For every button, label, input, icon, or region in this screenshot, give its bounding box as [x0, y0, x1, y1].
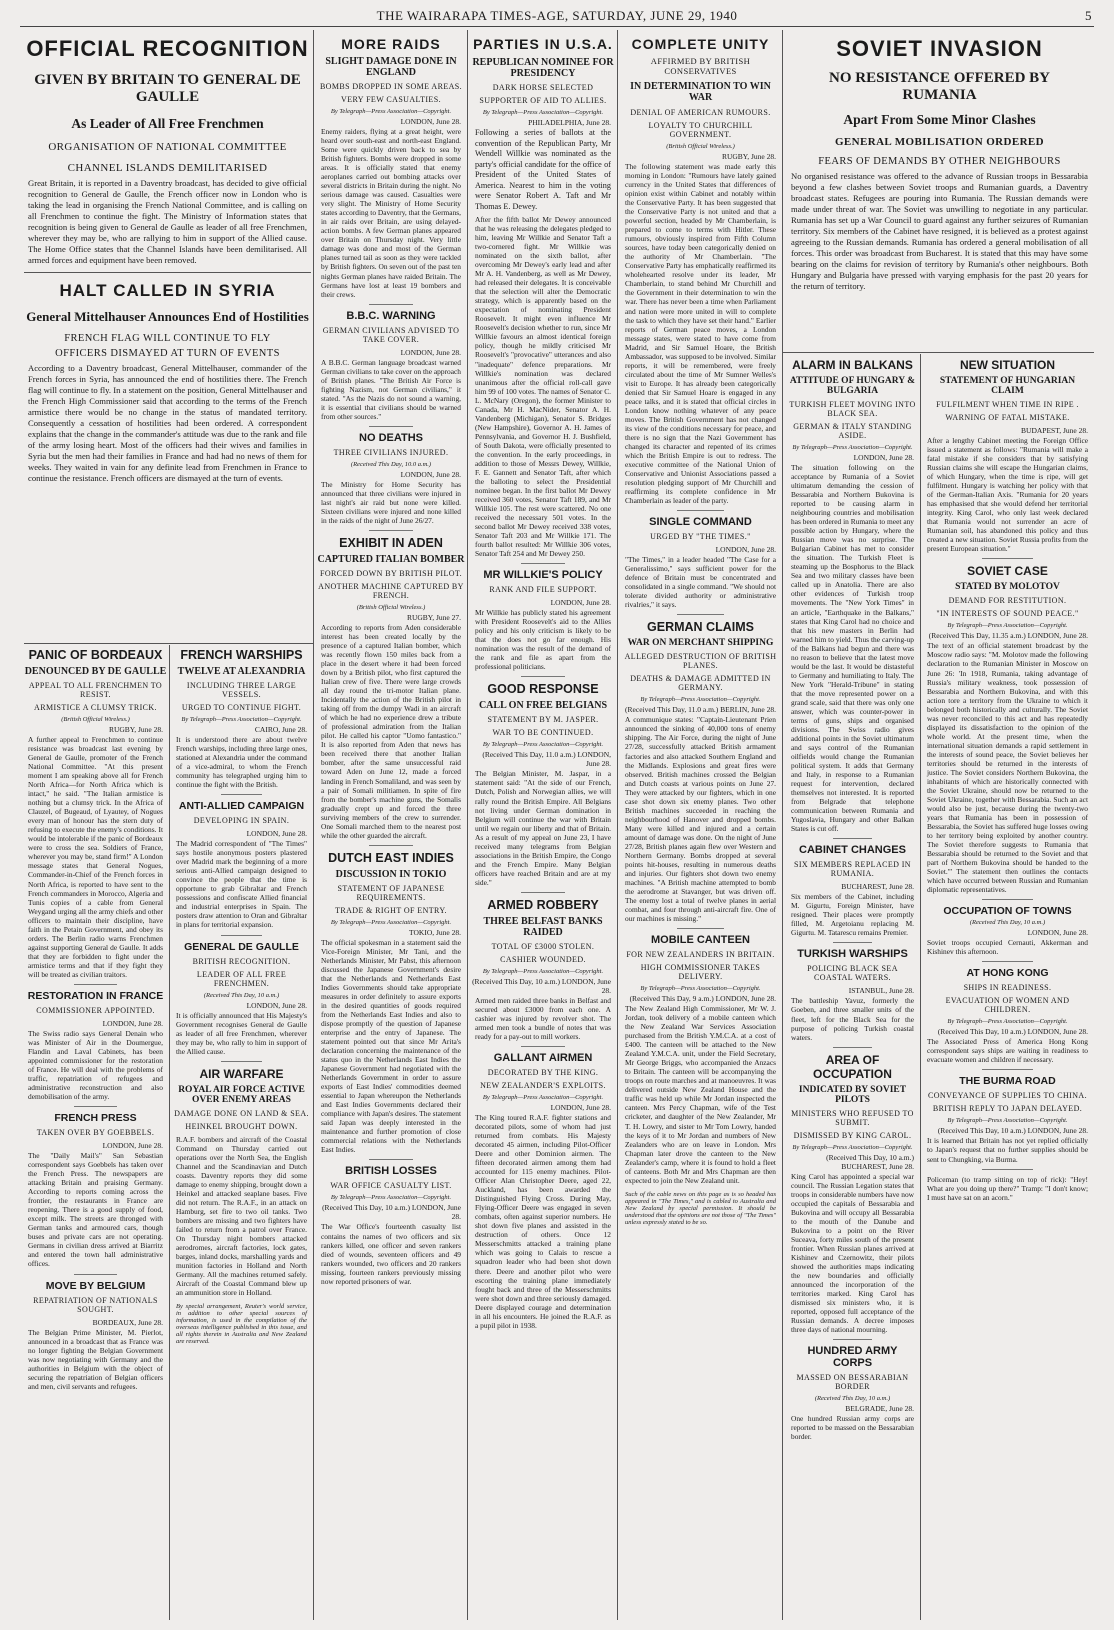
section-rule [24, 272, 311, 273]
divider [74, 984, 117, 985]
deck: As Leader of All Free Frenchmen [71, 116, 264, 131]
article-body: Armed men raided three banks in Belfast and secured about £3000 from each one. A cashier was injured by revolver shot. The armed men took a bundle of notes that was ready for a pay-out to mill workers. [475, 995, 611, 1041]
divider [521, 676, 564, 677]
deck: SUPPORTER OF AID TO ALLIES. [479, 96, 607, 105]
dateline: RUGBY, June 28. [108, 725, 163, 734]
headline: AIR WARFARE [199, 1066, 284, 1081]
headline: SOVIET CASE [967, 564, 1048, 579]
deck: DENIAL OF AMERICAN RUMOURS. [630, 108, 771, 117]
dateline: LONDON, June 28. [1027, 928, 1088, 938]
deck: SIX MEMBERS REPLACED IN RUMANIA. [794, 860, 911, 879]
dateline: PHILADELPHIA, June 28. [528, 118, 611, 127]
dateline: LONDON, June 28. [853, 453, 914, 462]
headline: MOVE BY BELGIUM [45, 1279, 146, 1292]
dateline: (Received This Day, 10 a.m.) LONDON, June 28. [472, 976, 611, 995]
deck: ANOTHER MACHINE CAPTURED BY FRENCH. [318, 581, 464, 600]
deck: CASHIER WOUNDED. [500, 954, 586, 964]
deck: SLIGHT DAMAGE DONE IN ENGLAND [325, 56, 457, 78]
deck: HIGH COMMISSIONER TAKES DELIVERY. [640, 963, 761, 982]
deck: BRITISH RECOGNITION. [192, 956, 291, 966]
divider [833, 1047, 872, 1048]
credit-line: (Received This Day, 10 a.m.) [203, 991, 280, 999]
article-body: The following statement was made early this morning in London: "Rumours have lately gained currency in the United States that differences of opinion exist within Cabinet and notably within the Conservative Party. It has been suggested that the Conservative Party is not united and that a powerful section, headed by Mr Chamberlain, is prepared to come to terms with Hitler. These rumours, obviously inspired from Fifth Column sources, have today been categorically denied on the authority of Mr Chamberlain. "The Conservative Party has emphatically reaffirmed its wholehearted resolve under its leader, Mr Chamberlain, to stand behind Mr Churchill and the Government in their determination to win the war. There has never been a time when Parliament and nation were more united in will to complete the task to which they have set their hand." Earlier reports of German peace moves, a London message states, were stated to have come from Madrid, and Sir Samuel Hoare, the British Ambassador, was supposed to be involved. Similar reports, it will be remembered, were freely circulated about the time of Mr Sumner Welles's visit to Europe. It has already been categorically denied that Sir Samuel Hoare is engaged in any peace talks, and it is stated that official circles in London know nothing whatever of any peace moves. The British Government has not changed its view of the conditions necessary for peace, and there is no sign that the Nazi Government has changed its character and repented of its crimes which the British Empire is out to redress. The executive committee of the National Union of Conservative and Unionist Associations passed a resolution pledging support of Mr Churchill and reaffirming its complete confidence in Mr Chamberlain as leader of the party. [625, 162, 776, 506]
divider [677, 928, 725, 929]
dateline: LONDON, June 28. [246, 829, 307, 839]
deck: WAR OFFICE CASUALTY LIST. [330, 1181, 452, 1191]
article-body: It is officially announced that His Majesty's Government recognises General de Gaulle as leader of all free Frenchmen, wherever they may be, who rally to him in support of the Allied cause. [176, 1010, 307, 1056]
column-4 [621, 36, 780, 1620]
divider [221, 935, 263, 936]
deck: OFFICERS DISMAYED AT TURN OF EVENTS [55, 348, 280, 359]
credit-line: (British Official Wireless.) [356, 603, 426, 611]
divider [833, 942, 872, 943]
reuters-footnote: By special arrangement, Reuter's world service, in addition to other special sources of information, is used in the compilation of the overseas intelligence published in this issue, and all rights therein in Australia and New Zealand are reserved. [176, 1303, 307, 1346]
article-body: R.A.F. bombers and aircraft of the Coastal Command on Thursday carried out operations over the North Sea, the English Channel and the Scandinavian and Dutch coasts. Daventry reports they did some damage to enemy shipping, brought down a Heinkel and attacked seaplane bases. Five did not return. The R.A.F., in an attack on Hamburg, set fire to two oil tanks. Two bombers are missing and two fighters have failed to return from a patrol over France. On Thursday night bombers attacked aerodromes, aircraft factories, lock gates, barges, inland docks, marshalling yards and munition factories in Holland and North Germany. All the machines returned safely. Aircraft of the Coastal Command blew up an ammunition store in Holland. [176, 1134, 307, 1298]
deck: URGED BY "THE TIMES." [650, 532, 751, 542]
divider [982, 558, 1033, 559]
credit-line: By Telegraph—Press Association—Copyright. [947, 1117, 1068, 1125]
deck: General Mittelhauser Announces End of Hostilities [26, 309, 309, 324]
column-5b [923, 358, 1092, 1620]
dateline: TOKIO, June 28. [409, 927, 461, 937]
article-body: Enemy raiders, flying at a great height, were heard over south-east and north-east England. Some were quickly driven back to sea by British fighters. Bombs were dropped in some areas. It is officially stated that enemy aeroplanes carried out bombing attacks over several districts in Britain during the night. No serious damage was caused. Casualties were very slight. The Ministry of Home Security states according to Daventry, that the Germans, in air raids over Britain, are using delayed-action bombs. A few German planes appeared over Britain on Thursday night. Very little damage was done and most of the German planes turned tail as soon as they were tackled by British fighters. On seven out of the past ten nights German planes have raided Britain. The Germans have lost at least 19 bombers and their crews. [321, 127, 461, 299]
headline: OFFICIAL RECOGNITION [26, 36, 309, 61]
article-body: The War Office's fourteenth casualty list contains the names of two officers and six rankers killed, one officer and seven rankers died of wounds, seventeen officers and 49 rankers wounded, two officers and 20 rankers missing, fourteen rankers previously missing now reported prisoners of war. [321, 1222, 461, 1286]
deck: DISCUSSION IN TOKIO [335, 868, 447, 880]
deck: IN DETERMINATION TO WIN WAR [630, 81, 771, 103]
deck: ARMISTICE A CLUMSY TRICK. [34, 703, 157, 712]
deck: STATEMENT OF HUNGARIAN CLAIM [939, 376, 1076, 396]
column-rule [467, 30, 468, 1620]
dateline: ISTANBUL, June 28. [848, 986, 914, 996]
deck: SHIPS IN READINESS. [963, 983, 1052, 993]
deck: DISMISSED BY KING CAROL. [793, 1130, 912, 1140]
column-1b [172, 648, 311, 1620]
dateline: LONDON, June 28. [246, 1000, 307, 1010]
article-body: The text of an official statement broadcast by the Moscow radio says: "M. Molotov made the following declaration to the Rumanian Minister in Moscow on June 26: 'In 1918, Rumania, taking advantage of Russia's military weakness, took possession of Bessarabia and Northern Bukovina, and with this action tore a territory from the Ukraine to which it belonged both historically and culturally. The Soviet was never reconciled to this act and has repeatedly displayed its dissatisfaction to the opinion of the whole world. At the present time, when the international situation demands a rapid settlement in the interests of sound peace, the Soviet believes her territories should be returned in the interests of justice. The Soviet considers Northern Bukovina, the inhabitants of which are historically connected with the Soviet Ukraine, should now be returned to the Soviet Ukraine, together with Bessarabia. Such an act would also be just, because during the twenty-two years that Rumania has been in possession of Bessarabia, the Soviet has suffered huge losses owing to her territory being exploited by another country. The Soviet therefore suggests to Rumania that Bessarabia should be returned to the Soviet and that part of Northern Bukovina should be handed to the Soviet.'" The statement then outlines the contacts which have occurred between Russian and Rumanian diplomatic representatives. [927, 641, 1088, 895]
article-body: The New Zealand High Commissioner, Mr W. J. Jordan, took delivery of a mobile canteen which the New Zealand War Services Association purchased from the British Y.M.C.A. at a cost of £400. The canteen will be attached to the New Zealand Y.M.C.A. unit, under the Field Secretary, Mr George Briggs, who accompanied the Anzacs to Britain. The canteen will be accompanying the troops on route marches and at manoeuvres. It was delivered outside New Zealand House and the traffic was held up while Mr Jordan inspected the canteen. Mrs Percy Chapman, wife of the Test cricketer, and daughter of the New Zealander, Mr T. H. Lowry, and sister to Mr Tom Lowry, handed the keys of it to Mr Jordan and numbers of New Zealanders who are on leave in London. Mrs Chapman later drove the canteen to the New Zealander's camp, where it is found to hold a fleet of canteens. Both Mr and Mrs Chapman are then expected to join the New Zealand unit. [625, 1004, 776, 1185]
column-rule [782, 30, 783, 1620]
dateline: BUDAPEST, June 28. [1021, 426, 1088, 435]
dateline: LONDON, June 28. [715, 545, 776, 555]
credit-line: By Telegraph—Press Association—Copyright. [792, 444, 913, 451]
headline: MOBILE CANTEEN [651, 934, 750, 947]
credit-line: By Telegraph—Press Association—Copyright. [482, 967, 604, 975]
divider [369, 304, 413, 305]
headline: TURKISH WARSHIPS [797, 948, 908, 961]
headline: GALLANT AIRMEN [493, 1051, 593, 1064]
deck: HEINKEL BROUGHT DOWN. [185, 1121, 298, 1131]
credit-line: (Received This Day, 10 a.m.) [814, 1395, 891, 1403]
article-body: The Madrid correspondent of "The Times" says hostile anonymous posters plastered over Madrid mark the beginning of a more serious anti-Allied campaign designed to convince the people that the time is opportune to grab Gibraltar and French possessions and confiscate Allied financial and industrial enterprises in Spain. The posters draw attention to Oran and Gibraltar in plans for territorial expansion. [176, 839, 307, 930]
deck: URGED TO CONTINUE FIGHT. [181, 703, 302, 712]
headline: MORE RAIDS [341, 36, 441, 52]
article-body: Soviet troops occupied Cernauti, Akkerman and Kishinev this afternoon. [927, 938, 1088, 957]
headline: NEW SITUATION [959, 358, 1056, 372]
credit-line: By Telegraph—Press Association—Copyright. [330, 918, 452, 926]
headline: AREA OF OCCUPATION [813, 1052, 892, 1081]
headline: HUNDRED ARMY CORPS [807, 1345, 898, 1370]
deck: DEVELOPING IN SPAIN. [193, 816, 290, 826]
dateline: LONDON, June 28. [102, 1141, 163, 1151]
deck: STATEMENT OF JAPANESE REQUIREMENTS. [337, 883, 445, 902]
article-body: The Belgian Prime Minister, M. Pierlot, announced in a broadcast that as France was no longer fighting the Belgian Government was now negotiating with Germany and the authorities in Belgium with the object of securing the repatriation of Belgian officers and men, civil servants and refugees. [28, 1327, 163, 1391]
article-body: Following a series of ballots at the convention of the Republican Party, Mr Wendell Willkie was nominated as the party's official candidate for the office of President of the United States of America. Nearest to him in the voting were Senator Robert A. Taft and Mr Thomas E. Dewey. [475, 128, 611, 211]
article-body: One hundred Russian army corps are reported to be massed on the Bessarabian border. [791, 1414, 914, 1442]
dateline: LONDON, June 28. [550, 598, 611, 608]
article-body: A B.B.C. German language broadcast warned German civilians to take cover on the approach of British planes. "The British Air Force is fighting Nazism, not German civilians," it stated. "As the Nazis do not sound a warning, it is essential that civilians should be warned from other sources." [321, 357, 461, 421]
headline: GENERAL DE GAULLE [184, 940, 299, 953]
article-body: The Belgian Minister, M. Jaspar, in a statement said: "At the side of our French, Dutch, Polish and Norwegian allies, we will rally round the British Empire. All Belgians not living under German domination in Belgium will continue the war with Britain until we regain our liberty and that of Britain. As a result of my appeal on June 23, I have received many telegrams from Belgian associations in the British Empire, the Congo and the French Empire. Many Belgian officers have reached Britain and are at my side." [475, 769, 611, 887]
deck: TWELVE AT ALEXANDRIA [177, 666, 306, 677]
credit-line: By Telegraph—Press Association—Copyright. [482, 1093, 604, 1101]
masthead-title: THE WAIRARAPA TIMES-AGE, SATURDAY, JUNE 29, 1940 [376, 8, 738, 23]
headline: RESTORATION IN FRANCE [27, 989, 164, 1002]
article-body: The battleship Yavuz, formerly the Goeben, and three smaller units of the fleet, left for the Black Sea for the purpose of policing Turkish coastal waters. [791, 996, 914, 1042]
deck: TAKEN OVER BY GOEBBELS. [36, 1128, 155, 1138]
dateline: RUGBY, June 27. [406, 612, 461, 622]
divider [74, 1106, 117, 1107]
dateline: LONDON, June 28. [102, 1018, 163, 1028]
headline: NO DEATHS [359, 431, 423, 444]
headline: CABINET CHANGES [799, 844, 906, 857]
divider [677, 614, 725, 615]
article-body: It is understood there are about twelve French warships, including three large ones, stationed at Alexandria under the command of a vice-admiral, to whom the French community has telegraphed urging him to continue the fight with the British. [176, 735, 307, 790]
headline: DUTCH EAST INDIES [328, 850, 454, 865]
column-rule [169, 645, 170, 1620]
divider [369, 1159, 413, 1160]
dateline: (Received This Day, 11.35 a.m.) LONDON, June 28. [928, 631, 1088, 641]
deck: DECORATED BY THE KING. [487, 1067, 599, 1077]
divider [369, 530, 413, 531]
article-body: After a lengthy Cabinet meeting the Foreign Office issued a statement as follows: "Rumania will make a fatal mistake if she considers that by satisfying Russian claims she will escape the Hungarian claims, of which Hungary, when the time is ripe, will get fulfilment. Hungary is watching her policy with that of the German-Italian Axis. "Rumania for 20 years has emphasised that she would defend her territorial integrity. King Carol, who only last week declared that Rumania would not surrender an acre of Rumanian soil, has abandoned this policy and thus created a new situation. Soviet Russia profits from the present European situation." [927, 436, 1088, 554]
deck: AFFIRMED BY BRITISH CONSERVATIVES [650, 56, 751, 76]
deck: GERMAN & ITALY STANDING ASIDE. [793, 422, 912, 440]
credit-line: By Telegraph—Press Association—Copyright. [482, 741, 604, 749]
headline: OCCUPATION OF TOWNS [943, 905, 1072, 918]
dateline: (Received This Day, 10 a.m.) LONDON, June 28. [937, 1126, 1088, 1136]
deck: BOMBS DROPPED IN SOME AREAS. [319, 82, 463, 91]
article-body: The Swiss radio says General Denain who was Minister of Air in the Doumergue, Flandin and Laval Cabinets, has been appointed commissioner for the restoration of France. He will deal with the problems of traffic, repatriation of refugees and administrative reconstruction and also demobilisation of the army. [28, 1028, 163, 1102]
deck: TRADE & RIGHT OF ENTRY. [335, 905, 447, 915]
dateline: (Received This Day, 10 a.m.) LONDON, June 28. [937, 1027, 1088, 1037]
deck: EVACUATION OF WOMEN AND CHILDREN. [945, 996, 1070, 1015]
deck: THREE BELFAST BANKS RAIDED [483, 915, 603, 938]
deck: FORCED DOWN BY BRITISH PILOT. [319, 568, 463, 578]
divider [982, 961, 1033, 962]
deck: WARNING OF FATAL MISTAKE. [945, 413, 1070, 422]
deck: APPEAL TO ALL FRENCHMEN TO RESIST. [28, 681, 163, 699]
article-body: The situation following on the acceptance by Rumania of a Soviet ultimatum demanding the cession of Bessarabia and Northern Bukovina is reported to be causing alarm in neighbouring countries and mobilisation has been ordered in Rumania to meet any possible action by Hungary, where the Russian move was no surprise. The Bulgarian Cabinet has met to consider the situation. The Turkish Fleet is steaming up the Bosphorus to the Black Sea and two military classes have been called up in Anatolia. There are also other evidences of Turkish troop movements. The "New York Times" in an article, "Earthquake in the Balkans," states that King Carol had no choice and that his new masters in Berlin had warned him to yield. Thus the carving-up of the Balkans had begun and there was no reason to believe that the latest move would be the last. It would be distasteful to Germany and humiliating to Italy. The New York "Herald-Tribune" in stating that the move represented power on a grand scale, said that there was only one answer, which was counter-power in terms of guns, ships and organised divisions. The Swiss radio gives additional points in the Soviet ultimatum and says control of the Rumanian oilfields would change the Rumanian political system. It adds that Germany and Italy, in response to a Rumanian request for intervention, declared themselves not interested. It is reported from Belgrade that telephone communication between Rumania and Yugoslavia, Hungary and other Balkan States is cut off. [791, 463, 914, 834]
headline: PANIC OF BORDEAUX [28, 648, 163, 662]
article-body: According to reports from Aden considerable interest has been created locally by the presence of a captured Italian bomber, which was recently flown 150 miles back from a place in the desert where it had been forced down by a British pilot, who first captured the Italian crew of five. There were large crowds all day round the tri-motor Italian plane. Incidentally the action of the British pilot in taking off from the dumpy Wadi in an aircraft of which he had no experience drew a tribute of professional admiration from the Italian pilot. He called his captor "Uomo fantastico." It is also reported from Aden that news has been received there that another Italian bomber, after the same unsuccessful raid toward Aden on June 12, made a forced landing in French Somaliland, and was seen by a pair of Somali militiamen. In spite of fire from the bomber's machine guns, the Somalis gradually crept up and forced the three surviving members of the crew to surrender. One Somali marched them to the nearest post while the other guarded the aircraft. [321, 622, 461, 840]
divider [521, 563, 564, 564]
dateline: LONDON, June 28. [400, 347, 461, 357]
deck: CALL ON FREE BELGIANS [478, 700, 608, 712]
headline: FRENCH WARSHIPS [180, 648, 303, 662]
divider [521, 892, 564, 893]
deck: LEADER OF ALL FREE FRENCHMEN. [196, 969, 287, 988]
deck: FRENCH FLAG WILL CONTINUE TO FLY [64, 333, 271, 344]
headline: PARTIES IN U.S.A. [473, 36, 613, 52]
column-rule [313, 30, 314, 1620]
deck: POLICING BLACK SEA COASTAL WATERS. [807, 964, 898, 983]
article-body: The "Daily Mail's" San Sebastian correspondent says Goebbels has taken over the French Press. The newspapers are attacking Britain and praising Germany. According to reports coming across the frontier, the restaurants in France are reopening. There is a good supply of food, except milk. The streets are thronged with German tanks and armoured cars, though buses and private cars are not operating. Germans in civilian dress arrived at Biarritz and entered the town hall administrative offices. [28, 1151, 163, 1269]
article-body: Great Britain, it is reported in a Daventry broadcast, has decided to give official recognition to General de Gaulle, the French officer now in London who is taking the lead in organising the French National Committee, and is calling on all Frenchmen to continue the fight. The Ministry of Information states that recognition is being given to General de Gaulle as leader of all free Frenchmen, wherever they may be, who are rallying to him in support of the Allied cause. The Home Office states that the Channel Islands have been demilitarised. All armed forces and equipment have been removed. [28, 178, 307, 265]
credit-line: By Telegraph—Press Association—Copyright. [640, 696, 761, 704]
deck: ROYAL AIR FORCE ACTIVE OVER ENEMY AREAS [178, 1084, 305, 1105]
article-body: It is learned that Britain has not yet replied officially to Japan's request that no further supplies should be sent to Chungking, via Burma. [927, 1136, 1088, 1164]
divider [677, 510, 725, 511]
divider [369, 426, 413, 427]
credit-line: By Telegraph—Press Association—Copyright. [330, 1194, 452, 1202]
dateline: (Received This Day, 11.0 a.m.) LONDON, June 28. [482, 750, 611, 769]
deck: DARK HORSE SELECTED [492, 83, 594, 92]
headline: BRITISH LOSSES [345, 1165, 437, 1178]
masthead [20, 6, 1094, 27]
divider [74, 1274, 117, 1275]
section-rule [783, 352, 1094, 353]
dateline: LONDON, June 28. [400, 117, 461, 126]
dateline: LONDON, June 28. [400, 469, 461, 479]
deck: WAR TO BE CONTINUED. [492, 728, 594, 738]
deck: COMMISSIONER APPOINTED. [36, 1005, 155, 1015]
article-body: Mr Willkie has publicly stated his agreement with President Roosevelt's aid to the Allies policy and his only criticism is likely to be that the does not go far enough. His nomination was the result of the demand of the rank and file as apart from the professional politicians. [475, 608, 611, 672]
dateline: BUCHAREST, June 28. [841, 882, 914, 892]
deck: CAPTURED ITALIAN BOMBER [317, 553, 465, 565]
divider [833, 1339, 872, 1340]
article-body: After the fifth ballot Mr Dewey announced that he was releasing the delegates pledged to him, leaving Mr Willkie and Senator Taft a two-cornered fight. Mr Willkie was nominated on the sixth ballot, after overcoming Mr Dewey's early lead and after Mr A. H. Vandenberg, as well as Mr Dewey, had released their delegates. It is conceivable that the selection will alter the Democratic strategy, which is apparently based on the expectation of nominating President Roosevelt. It might even influence Mr Roosevelt's decision whether to run, since Mr Willkie favours an almost identical foreign policy, though he mildly criticised Mr Roosevelt's "provocative" utterances and also "inadequate" defence preparations. Mr Willkie's nomination was declared unanimous after the official roll-call gave him 99 of 100 votes. The names of Senator C. L. McNary (Oregon), the former Minister to Canada, Mr H. MacNider, Senator A. H. Vandenberg (Michigan), Senator S. Bridges (New Hampshire), Governor A. H. James of Pennsylvania, and Governor H. J. Bushfield, of South Dakota, were officially presented to the convention. In the early proceedings, in addition to those of Messrs Dewey, Willkie, F. E. Gannett and Senator Taft, after which the balloting to select the Presidential nominee began. In the first ballot Mr Dewey received 360 votes, Senator Taft 189, and Mr Willkie 105. The rest were scattered. No one received the necessary 501 votes. In the second ballot Mr Dewey received 338 votes, Senator Taft 203 and Mr Willkie 171. The fourth ballot resulted: Mr Willkie 306 votes, Senator Taft 254 and Mr Dewey 250. [475, 215, 611, 559]
article-body: According to a Daventry broadcast, General Mittelhauser, commander of the French forces in Syria, has announced the end of hostilities there. The French flag will continue to fly. In a statement on the position, General Mittelhauser and the French High Commissioner said that according to the terms of the French armistice there would be no change in the status of mandated territory. Consequently a cessation of hostilities had been ordered. A correspondent explains that the change in the commander's attitude was due to the rank and file of the army losing heart. Most of the officers had their wives and families in Syria but the men had their families in France and had had no news of them for weeks. They waited in vain for any definite lead from Frenchmen in France to continue the resistance. French officers are dismayed at the turn of events. [28, 363, 307, 483]
dateline: (Received This Day, 9 a.m.) LONDON, June 28. [629, 994, 776, 1004]
dateline: BELGRADE, June 28. [845, 1404, 914, 1414]
deck: "IN INTERESTS OF SOUND PEACE." [936, 609, 1079, 619]
headline: ARMED ROBBERY [487, 897, 599, 912]
article-body: The Associated Press of America Hong Kong correspondent says ships are waiting in readiness to evacuate women and children if necessary. [927, 1037, 1088, 1065]
deck: INDICATED BY SOVIET PILOTS [798, 1084, 907, 1105]
deck: Apart From Some Minor Clashes [843, 112, 1036, 127]
divider [833, 838, 872, 839]
deck: FEARS OF DEMANDS BY OTHER NEIGHBOURS [818, 156, 1061, 167]
credit-line: By Telegraph—Press Association—Copyright. [640, 985, 761, 993]
headline: GERMAN CLAIMS [647, 620, 754, 635]
soviet-invasion-article [787, 36, 1092, 350]
deck: FOR NEW ZEALANDERS IN BRITAIN. [626, 950, 775, 960]
article-body: The King toured R.A.F. fighter stations and decorated pilots, some of whom had just returned from combats. His Majesty decorated 45 airmen, including Pilot-Officer Deere and other Dominion airmen. The fifteen decorated airmen among them had accounted for 115 enemy machines. Pilot-Officer Alan Christopher Deere, aged 22, Auckland, has been awarded the Distinguished Flying Cross. During May, Flying-Officer Deere was engaged in seven combats, often against superior numbers. He shot down five planes and assisted in the destruction of others. Once 12 Messerschmitts attacked a training plane which was going to Calais to rescue a squadron leader who had been shot down there. Deere and another pilot who were escorting the training plane immediately fought back and three of the Messerschmitts were shot down and three seriously damaged. Deere displayed courage and determination in all his encounters. He joined the R.A.F. as a pupil pilot in 1938. [475, 1112, 611, 1330]
divider [982, 1169, 1033, 1170]
column-3 [471, 36, 615, 1620]
deck: TOTAL OF £3000 STOLEN. [491, 941, 595, 951]
divider [521, 1046, 564, 1047]
headline: ANTI-ALLIED CAMPAIGN [178, 800, 305, 813]
headline: GOOD RESPONSE [487, 682, 599, 697]
article-body: King Carol has appointed a special war council. The Russian Legation states that troops in considerable numbers have now occupied the capitals of Bessarabia and Bukovina and will occupy all Bessarabia to the mouth of the Danube and Bukovina to a point on the River Suceava, forty miles south of the present frontier. When Russian planes arrived at Kishinev and Czernowitz, their pilots showed the authorities maps indicating the new boundaries and officially announced the incorporation of the territories marked. King Carol has dismissed six ministers who, it is reported, opposed full acceptance of the Russian demands. A decree imposes three days of national mourning. [791, 1171, 914, 1335]
deck: TURKISH FLEET MOVING INTO BLACK SEA. [789, 400, 916, 418]
deck: BRITISH REPLY TO JAPAN DELAYED. [932, 1104, 1083, 1114]
deck: DENOUNCED BY DE GAULLE [24, 666, 167, 677]
deck: STATED BY MOLOTOV [955, 582, 1060, 593]
section-rule [24, 643, 313, 644]
divider [221, 794, 263, 795]
deck: WAR ON MERCHANT SHIPPING [627, 638, 774, 649]
headline: HALT CALLED IN SYRIA [59, 281, 276, 300]
deck: MINISTERS WHO REFUSED TO SUBMIT. [791, 1108, 914, 1127]
column-2 [317, 36, 465, 1620]
article-body: "The Times," in a leader headed "The Case for a Generalissimo," says sufficient power for the defence of Britain must be concentrated and consolidated in a single command. "We should not tolerate divided authority or administrative rivalries," it says. [625, 555, 776, 610]
headline: COMPLETE UNITY [631, 36, 770, 52]
divider [221, 1061, 263, 1062]
headline: SINGLE COMMAND [649, 516, 752, 529]
deck: MASSED ON BESSARABIAN BORDER [796, 1373, 909, 1392]
dateline: BORDEAUX, June 28. [92, 1317, 163, 1327]
deck: REPATRIATION OF NATIONALS SOUGHT. [33, 1295, 158, 1314]
divider [369, 845, 413, 846]
deck: DEMAND FOR RESTITUTION. [948, 596, 1067, 606]
credit-line: By Telegraph—Press Association—Copyright. [330, 108, 452, 115]
dateline: (Received This Day, 10 a.m.) BUCHAREST, June 28. [826, 1152, 914, 1171]
article-body: A further appeal to Frenchmen to continue resistance was broadcast last evening by General de Gaulle, promoter of the French National Committee. "At this present moment I am speaking above all for French North Africa—for North Africa which is intact," he said. "The Italian armistice is nothing but a clumsy trick. In the Africa of Clauzel, of Bugeaud, of Lyautey, of Nogues every man of honour has the stern duty of refusing to execute the enemy's conditions. It would be intolerable if the panic of Bordeaux were to cross the sea. Soldiers of France, wherever you may be, stand firm!" A London message states that General Nogues, Commander-in-Chief of the French forces in North Africa, is reported to have sent to the French commanders in Morocco, Algeria and Tunis copies of a cable from General Weygand urging all the army chiefs and other officers to maintain their discipline, have faith in the Petain Government, and obey its orders. The Berlin radio warns Frenchmen against supporting General de Gaulle. It adds that they are forbidden to fight under the armistice terms and that if they fight they will be treated as civilian traitors. [28, 735, 163, 979]
deck: INCLUDING THREE LARGE VESSELS. [186, 681, 297, 699]
article-body: The official spokesman in a statement said the Vice-Foreign Minister, Mr Tani, and the Netherlands Minister, Mr Pabst, this afternoon discussed the Japanese Government's desire that the Netherlands and Netherlands East Indies Governments should take appropriate measures in order definitely to assure exports in the desired quantities of goods required from the Netherlands East Indies and also to dispose promptly of the question of Japanese enterprise and the entry of Japanese. The statement pointed out that since Mr Arita's declaration concerning the maintenance of the status quo in the Netherlands East Indies the Japanese Government had negotiated with the Netherlands Government in order to assure exports of East Indies' commodities deemed essential to Japan whereupon the Netherlands and East Indies Governments declared their compliance with Japan's desires. The statement said Japan was deeply interested in the maintenance and further promotion of close commercial relations with the Netherlands East Indies. [321, 937, 461, 1155]
credit-line: By Telegraph—Press Association—Copyright. [947, 1018, 1068, 1026]
credit-line: (British Official Wireless.) [61, 716, 130, 723]
credit-line: By Telegraph—Press Association—Copyright. [482, 109, 604, 116]
headline: B.B.C. WARNING [346, 309, 436, 322]
deck: CONVEYANCE OF SUPPLIES TO CHINA. [928, 1091, 1087, 1101]
column-5a [787, 358, 918, 1620]
deck: REPUBLICAN NOMINEE FOR PRESIDENCY [472, 57, 614, 79]
deck: GIVEN BY BRITAIN TO GENERAL DE GAULLE [34, 72, 301, 105]
credit-line: By Telegraph—Press Association—Copyright. [792, 1143, 913, 1151]
headline: THE BURMA ROAD [959, 1075, 1056, 1088]
headline: FRENCH PRESS [54, 1112, 137, 1125]
credit-line: (British Official Wireless.) [666, 143, 735, 150]
page-number: 5 [1085, 8, 1092, 23]
deck: THREE CIVILIANS INJURED. [333, 447, 449, 457]
times-footnote: Such of the cable news on this page as is so headed has appeared in "The Times," and is cabled to Australia and New Zealand by special permission. It should be understood that the opinions are not those of "The Times" unless expressly stated to be so. [625, 1190, 776, 1226]
column-rule [617, 30, 618, 1620]
deck: STATEMENT BY M. JASPER. [487, 715, 599, 725]
divider [982, 1069, 1033, 1070]
credit-line: (Received This Day, 10.0 a.m.) [350, 460, 432, 468]
joke-filler: Policeman (to tramp sitting on top of rick): "Hey! What are you doing up there?" Tramp: "I don't know; I must have sat on an acorn." [927, 1174, 1088, 1202]
column-1a [24, 648, 167, 1620]
dateline: RUGBY, June 28. [721, 152, 776, 161]
column-rule [920, 354, 921, 1620]
dateline: (Received This Day, 10 a.m.) LONDON, June 28. [322, 1203, 461, 1222]
dateline: CAIRO, June 28. [254, 725, 307, 734]
deck: NEW ZEALANDER'S EXPLOITS. [480, 1080, 606, 1090]
deck: RANK AND FILE SUPPORT. [489, 585, 597, 595]
deck: GERMAN CIVILIANS ADVISED TO TAKE COVER. [322, 325, 460, 344]
article-body: Six members of the Cabinet, including M. Gigurtu, Foreign Minister, have resigned. Their places were promptly filled, M. Argetoianu replacing M. Gigurtu. M. Tatarescu remains Premier. [791, 892, 914, 938]
deck: ATTITUDE OF HUNGARY & BULGARIA [789, 376, 916, 396]
deck: GENERAL MOBILISATION ORDERED [834, 136, 1045, 148]
headline: EXHIBIT IN ADEN [339, 535, 443, 550]
official-recognition-article [24, 36, 311, 640]
deck: NO RESISTANCE OFFERED BY RUMANIA [828, 70, 1050, 103]
dateline: (Received This Day, 11.0 a.m.) BERLIN, June 28. [625, 705, 776, 715]
article-body: A communique states: "Captain-Lieutenant Prien announced the sinking of 40,000 tons of enemy shipping. The Air Force, during the night of June 27/28, successfully attacked British armament factories and also attacked Southern England and the Midlands. Explosions and great fires were observed. British machines crossed the Belgian and Dutch coasts at various points on June 27. They were attacked by our fighters, which in one case shot down six enemy planes. Two other British machines succeeded in reaching the neighbourhood of Hanover and dropped bombs. Many were killed and injured and a certain amount of damage was done. On the night of June 27/28, British planes again flew over Western and Northern Germany. Bombs dropped at several points hit-houses, resulting in numerous deaths and injuries. Our fighters shot down two enemy machines. "A British machine attempted to bomb the aerodrome at Stavanger, but was driven off. The enemy lost a total of twelve planes in aerial combat, and four through anti-aircraft fire. One of our machines is missing." [625, 715, 776, 924]
credit-line: (Received This Day, 10 a.m.) [969, 919, 1046, 927]
headline: SOVIET INVASION [836, 36, 1043, 61]
headline: ALARM IN BALKANS [792, 358, 913, 372]
deck: LOYALTY TO CHURCHILL GOVERNMENT. [648, 121, 753, 139]
deck: CHANNEL ISLANDS DEMILITARISED [67, 162, 268, 174]
deck: ALLEGED DESTRUCTION OF BRITISH PLANES. [624, 652, 777, 671]
deck: FULFILMENT WHEN TIME IN RIPE . [936, 400, 1079, 409]
deck: ORGANISATION OF NATIONAL COMMITTEE [48, 141, 287, 153]
credit-line: By Telegraph—Press Association—Copyright. [181, 716, 302, 723]
headline: AT HONG KONG [966, 967, 1049, 980]
article-body: The Ministry for Home Security has announced that three civilians were injured in last night's air raid but none were killed. Sixteen civilians were injured and none killed in the raids of the night of June 26/27. [321, 479, 461, 525]
credit-line: By Telegraph—Press Association—Copyright. [947, 622, 1068, 630]
divider [982, 899, 1033, 900]
article-body: No organised resistance was offered to the advance of Russian troops in Bessarabia beyond a few clashes between Soviet troops and Rumanian guards, a Daventry broadcast states. Refugees are pouring into Rumania. The Russian demands were made under threat of war. The Soviet was unwilling to negotiate in any particular. Rumania has set up a War Council to guard against any further seizures of Rumanian territory. Six members of the Cabinet have resigned, it is believed as a protest against agreeing to the Russian demands. Rumania has ordered a general mobilisation of all forces. This order was broadcast from Bucharest. It is stated that this may have some bearing on the claims for revision of territory by Rumania's other neighbours. Both Hungary and Bulgaria have pressed with varying emphasis for the past 20 years for the return of territory. [791, 171, 1088, 291]
dateline: LONDON, June 28. [550, 1102, 611, 1112]
deck: DEATHS & DAMAGE ADMITTED IN GERMANY. [630, 674, 771, 693]
deck: VERY FEW CASUALTIES. [341, 95, 441, 104]
deck: DAMAGE DONE ON LAND & SEA. [174, 1108, 309, 1118]
headline: MR WILLKIE'S POLICY [483, 569, 603, 582]
